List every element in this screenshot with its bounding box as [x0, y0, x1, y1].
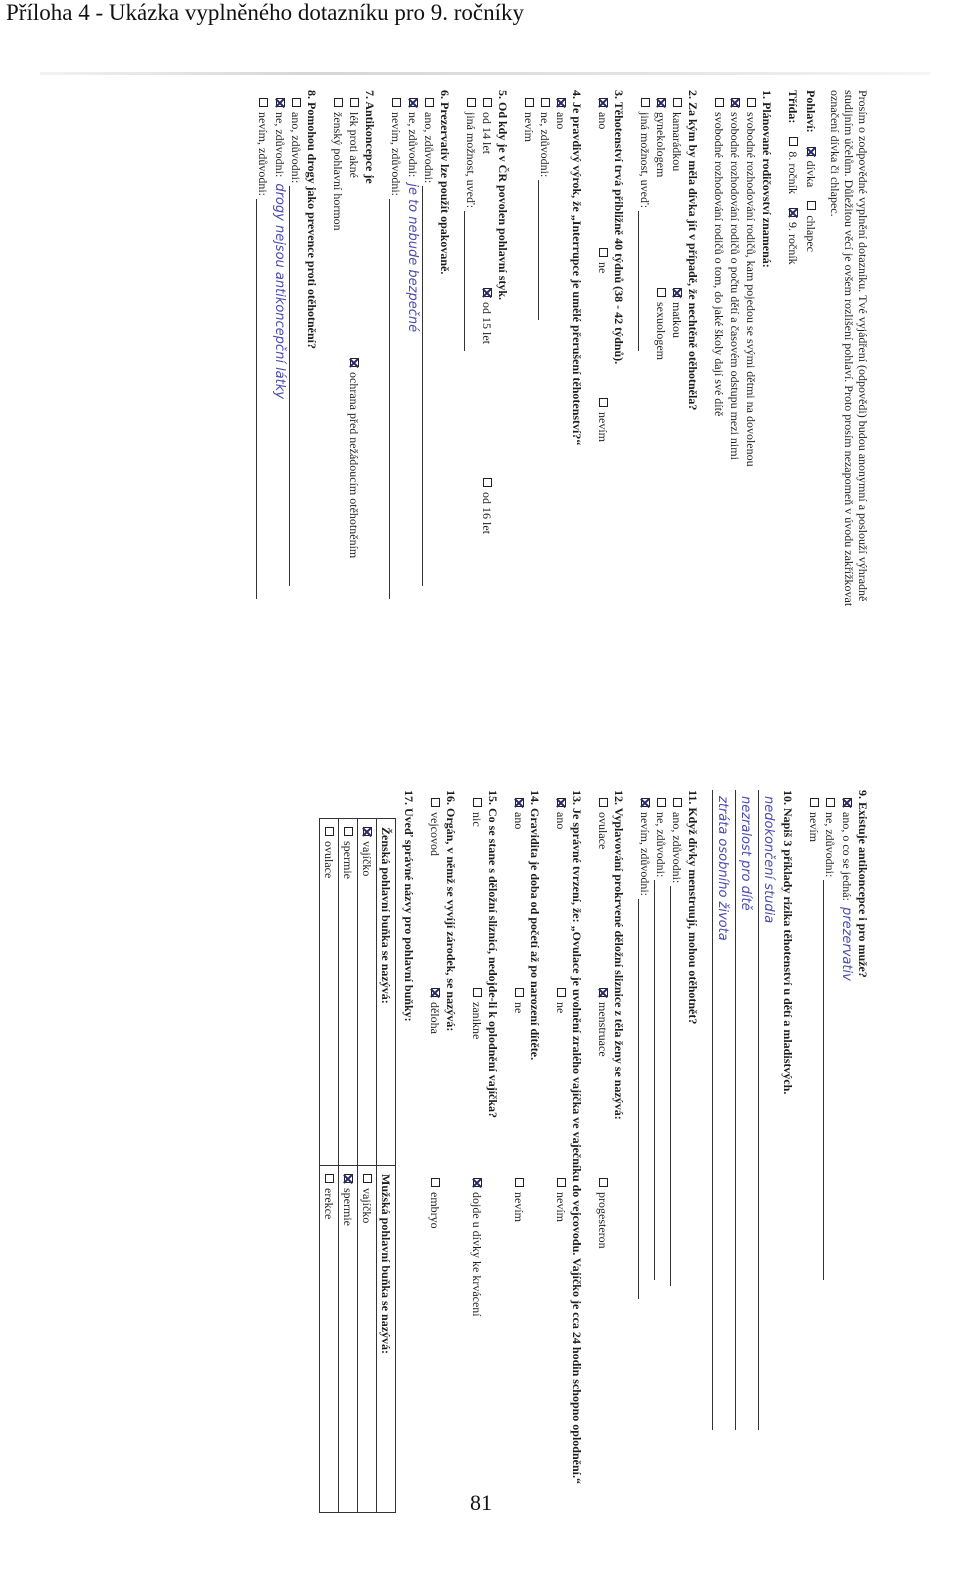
q4-option-1[interactable]: ano — [554, 98, 568, 730]
grade-label: Třída: — [786, 90, 800, 124]
q2-option-1[interactable]: kamarádkou — [670, 98, 684, 248]
question-17: 17. Uveď správné názvy pro pohlavní buňky: Ženská pohlavní buňka se nazývá: Mužská pohlavní buňka se nazývá: vajíčko vajíčko spermie spermie ovulace erekce — [319, 790, 416, 1550]
checkbox-icon — [515, 1178, 524, 1187]
q16-option-3[interactable]: embryo — [428, 1178, 442, 1229]
checkbox-icon — [541, 98, 550, 107]
q3-option-1[interactable]: ano — [596, 98, 610, 208]
question-10: 10. Napiš 3 příklady rizika těhotenství u dětí a mladistvých. nedokončení studia nezralost pro dítě ztráta osobního života — [712, 790, 795, 1550]
question-5: 5. Od kdy je v ČR povolen pohlavní styk. od 14 let od 15 let od 16 let jiná možnost, uveď: — [464, 90, 510, 730]
question-1: 1. Plánované rodičovství znamená: svobodné rozhodování rodičů, kam pojedou se svými dětmi na dovolenou svobodné rozhodování rodičů o počtu dětí a časovém odstupu mezi nimi svobodné rozhodování rodičů o tom, do jaké školy dají své dítě — [712, 90, 774, 730]
checked-box-icon — [789, 208, 798, 217]
q6-option-1[interactable]: ano, zdůvodni: — [422, 98, 436, 730]
q5-option-3[interactable]: od 16 let — [480, 478, 494, 534]
grade-row — [786, 90, 800, 730]
checkbox-icon — [350, 98, 359, 107]
q5-option-2[interactable]: od 15 let — [480, 288, 494, 438]
question-7: 7. Antikoncepce je lék proti akné ochrana před nežádoucím otěhotněním ženský pohlavní hormon — [331, 90, 377, 730]
checkbox-icon — [525, 98, 534, 107]
question-15: 15. Co se stane s děložní sliznicí, nedojde-li k oplodnění vajíčka? nic zanikne dojde u dívky ke krvácení — [470, 790, 500, 1317]
checkbox-icon — [483, 98, 492, 107]
q9-handwritten-answer: prezervativ — [839, 906, 854, 981]
question-9: 9. Existuje antikoncepce i pro muže? ano, o co se jedná:prezervativ ne, zdůvodni: nevím — [807, 790, 870, 1550]
intro-text: Prosím o zodpovědné vyplnění dotazníku. Tvé vyjádření (odpovědi) budou anonymní a poslouží výhradně studijním účelům. Důležitou věcí je ovšem rozlišení pohlaví. Proto prosím nezapomeň v úvodu zakřížkovat označení dívka či chlapec. — [828, 90, 870, 607]
female-option-2[interactable]: spermie — [339, 819, 358, 1166]
checkbox-icon — [599, 248, 608, 257]
q2-option-3[interactable]: gynekologem — [654, 98, 668, 248]
checkbox-icon — [515, 988, 524, 997]
checkbox-icon — [325, 1174, 334, 1183]
q15-option-2[interactable]: zanikne — [470, 988, 484, 1138]
checkbox-icon — [344, 827, 353, 836]
q14-option-2[interactable]: ne — [512, 988, 526, 1138]
sex-cells-table — [319, 818, 396, 1513]
checkbox-icon — [425, 98, 434, 107]
checkbox-icon — [431, 798, 440, 807]
q2-option-2[interactable]: matkou — [670, 288, 684, 338]
right-column — [319, 790, 870, 1550]
checked-box-icon — [409, 98, 418, 107]
question-12: 12. Vyplavování prokrvené děložní sliznice z těla ženy se nazývá: ovulace menstruace progesteron — [596, 790, 626, 1249]
male-option-3[interactable]: erekce — [320, 1166, 339, 1513]
q9-option-3[interactable]: nevím — [807, 798, 821, 1550]
q7-option-1[interactable]: lék proti akné — [347, 98, 361, 318]
question-6: 6. Prezervativ lze použít opakovaně. ano, zdůvodni: ne, zdůvodni:je to nebude bezpečné nevím, zdůvodni: — [389, 90, 452, 730]
question-3: 3. Těhotenství trvá přibližně 40 týdnů (38 - 42 týdnů). ano ne nevím — [596, 90, 626, 442]
checked-box-icon — [276, 98, 285, 107]
question-14: 14. Gravidita je doba od početí až po narození dítěte. ano ne nevím — [512, 790, 542, 1222]
q7-option-2[interactable]: ochrana před nežádoucím otěhotněním — [347, 358, 361, 558]
checked-box-icon — [431, 988, 440, 997]
q11-option-2[interactable]: ne, zdůvodni: — [654, 798, 668, 1550]
checked-box-icon — [515, 798, 524, 807]
q12-option-2[interactable]: menstruace — [596, 988, 610, 1138]
q10-answer-line-1[interactable]: nedokončení studia — [758, 790, 779, 1430]
q8-handwritten-answer: drogy nejsou antikoncepční látky — [272, 183, 287, 399]
gender-row — [804, 90, 818, 730]
checkbox-icon — [747, 98, 756, 107]
q2-option-5[interactable]: jiná možnost, uveď: — [638, 98, 652, 730]
q10-answer-line-2[interactable]: nezralost pro dítě — [735, 790, 756, 1430]
q3-option-2[interactable]: ne — [596, 248, 610, 358]
checked-box-icon — [673, 288, 682, 297]
checkbox-icon — [557, 988, 566, 997]
checked-box-icon — [344, 1174, 353, 1183]
checked-box-icon — [473, 1178, 482, 1187]
q13-option-1[interactable]: ano — [554, 798, 568, 948]
checked-box-icon — [641, 798, 650, 807]
q12-option-1[interactable]: ovulace — [596, 798, 610, 948]
checked-box-icon — [657, 98, 666, 107]
gender-option-boy[interactable]: chlapec — [804, 201, 818, 252]
male-option-2[interactable]: spermie — [339, 1166, 358, 1513]
q10-answer-line-3[interactable]: ztráta osobního života — [712, 790, 733, 1430]
checked-box-icon — [599, 98, 608, 107]
male-option-1[interactable]: vajíčko — [358, 1166, 377, 1513]
q5-option-1[interactable]: od 14 let — [480, 98, 494, 248]
question-2: 2. Za kým by měla dívka jít v případě, že nechtěně otěhotněla? kamarádkou matkou gynekologem sexuologem jiná možnost, uveď: — [638, 90, 700, 730]
q16-option-1[interactable]: vejcovod — [428, 798, 442, 948]
q3-option-3[interactable]: nevím — [596, 398, 610, 442]
checked-box-icon — [557, 98, 566, 107]
checkbox-icon — [807, 201, 816, 210]
checkbox-icon — [673, 98, 682, 107]
checkbox-icon — [599, 798, 608, 807]
q13-option-2[interactable]: ne — [554, 988, 568, 1138]
q9-option-2[interactable]: ne, zdůvodni: — [823, 798, 837, 1550]
q15-option-1[interactable]: nic — [470, 798, 484, 948]
grade-option-9[interactable]: 9. ročník — [786, 208, 800, 265]
q9-option-1[interactable]: ano, o co se jedná:prezervativ — [839, 798, 854, 1550]
checkbox-icon — [789, 137, 798, 146]
checkbox-icon — [259, 98, 268, 107]
checkbox-icon — [483, 478, 492, 487]
checked-box-icon — [483, 288, 492, 297]
q11-option-1[interactable]: ano, zdůvodni: — [670, 798, 684, 1550]
checkbox-icon — [715, 98, 724, 107]
checkbox-icon — [473, 798, 482, 807]
checked-box-icon — [843, 798, 852, 807]
male-cell-header: Mužská pohlavní buňka se nazývá: — [377, 1166, 396, 1513]
checkbox-icon — [657, 288, 666, 297]
q6-handwritten-answer: je to nebude bezpečné — [405, 183, 420, 333]
female-option-3[interactable]: ovulace — [320, 819, 339, 1166]
checkbox-icon — [641, 98, 650, 107]
checkbox-icon — [657, 798, 666, 807]
checked-box-icon — [731, 98, 740, 107]
question-11: 11. Když dívky menstruují, mohou otěhotnět? ano, zdůvodni: ne, zdůvodni: nevím, zdůvodni: — [638, 790, 700, 1550]
q4-option-2[interactable]: ne, zdůvodni: — [538, 98, 552, 730]
checkbox-icon — [363, 1174, 372, 1183]
checkbox-icon — [810, 798, 819, 807]
q1-option-2[interactable]: svobodné rozhodování rodičů o počtu dětí a časovém odstupu mezi nimi — [728, 98, 742, 730]
left-column — [254, 90, 870, 730]
question-13: 13. Je správné tvrzení, že: „Ovulace je uvolnění zralého vajíčka ve vaječníku do vejcovodu. Vajíčko je cca 24 hodin schopno oplodnění.“ ano ne nevím — [554, 790, 584, 1484]
q8-option-2[interactable]: ne, zdůvodni:drogy nejsou antikoncepční látky — [272, 98, 287, 730]
q6-option-2[interactable]: ne, zdůvodni:je to nebude bezpečné — [405, 98, 420, 730]
checkbox-icon — [325, 827, 334, 836]
checkbox-icon — [673, 798, 682, 807]
q1-option-3[interactable]: svobodné rozhodování rodičů o tom, do jaké školy dají své dítě — [712, 98, 726, 730]
checkbox-icon — [392, 98, 401, 107]
q1-option-1[interactable]: svobodné rozhodování rodičů, kam pojedou se svými dětmi na dovolenou — [744, 98, 758, 730]
page-caption: Příloha 4 - Ukázka vyplněného dotazníku pro 9. ročníky — [6, 0, 525, 25]
checked-box-icon — [363, 827, 372, 836]
gender-option-girl[interactable]: dívka — [804, 147, 818, 188]
female-cell-header: Ženská pohlavní buňka se nazývá: — [377, 819, 396, 1166]
q8-option-1[interactable]: ano, zdůvodni: — [289, 98, 303, 730]
scan-edge — [40, 72, 930, 75]
page-number: 81 — [470, 1490, 492, 1515]
questionnaire-sheet — [90, 90, 870, 1570]
checkbox-icon — [292, 98, 301, 107]
q11-option-3[interactable]: nevím, zdůvodni: — [638, 798, 652, 1550]
checkbox-icon — [431, 1178, 440, 1187]
checked-box-icon — [599, 988, 608, 997]
checkbox-icon — [599, 398, 608, 407]
female-option-1[interactable]: vajíčko — [358, 819, 377, 1166]
q16-option-2[interactable]: děloha — [428, 988, 442, 1138]
question-4: 4. Je pravdivý výrok, že „Interrupce je umělé přerušení těhotenství?“ ano ne, zdůvodni: nevím — [522, 90, 584, 730]
q4-option-3[interactable]: nevím — [522, 98, 536, 730]
q6-option-3[interactable]: nevím, zdůvodni: — [389, 98, 403, 730]
checkbox-icon — [334, 98, 343, 107]
q2-option-4[interactable]: sexuologem — [654, 288, 668, 360]
checkbox-icon — [557, 1178, 566, 1187]
gender-label: Pohlaví: — [804, 90, 818, 133]
checkbox-icon — [599, 1178, 608, 1187]
question-16: 16. Orgán, v němž se vyvíjí zárodek, se nazývá: vejcovod děloha embryo — [428, 790, 458, 1229]
checked-box-icon — [807, 147, 816, 156]
q15-option-3[interactable]: dojde u dívky ke krvácení — [470, 1178, 484, 1317]
q14-option-3[interactable]: nevím — [512, 1178, 526, 1222]
q12-option-3[interactable]: progesteron — [596, 1178, 610, 1249]
checked-box-icon — [350, 358, 359, 367]
checkbox-icon — [467, 98, 476, 107]
checkbox-icon — [826, 798, 835, 807]
q7-option-3[interactable]: ženský pohlavní hormon — [331, 98, 345, 730]
q13-option-3[interactable]: nevím — [554, 1178, 568, 1222]
q5-option-4[interactable]: jiná možnost, uveď: — [464, 98, 478, 730]
grade-option-8[interactable]: 8. ročník — [786, 137, 800, 194]
checkbox-icon — [473, 988, 482, 997]
question-8: 8. Pomohou drogy jako prevence proti otěhotnění? ano, zdůvodni: ne, zdůvodni:drogy nejsou antikoncepční látky nevím, zdůvodni: — [256, 90, 319, 730]
checked-box-icon — [557, 798, 566, 807]
q14-option-1[interactable]: ano — [512, 798, 526, 948]
q8-option-3[interactable]: nevím, zdůvodni: — [256, 98, 270, 730]
